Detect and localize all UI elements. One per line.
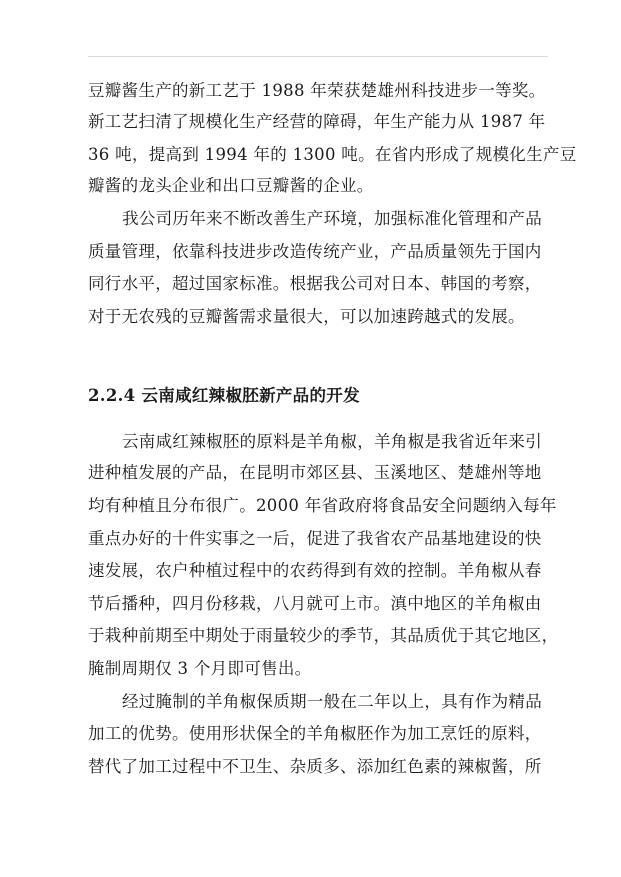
- paragraph-line: 36 吨，提高到 1994 年的 1300 吨。在省内形成了规模化生产豆: [88, 145, 577, 164]
- section-heading: 2.2.4 云南咸红辣椒胚新产品的开发: [88, 386, 360, 405]
- paragraph-line: 重点办好的十件实事之一后，促进了我省农产品基地建设的快: [88, 529, 542, 548]
- header-rule: [88, 56, 548, 57]
- paragraph-line: 替代了加工过程中不卫生、杂质多、添加红色素的辣椒酱，所: [88, 757, 542, 776]
- paragraph-line: 瓣酱的龙头企业和出口豆瓣酱的企业。: [88, 176, 374, 195]
- paragraph-line: 于栽种前期至中期处于雨量较少的季节，其品质优于其它地区，: [88, 626, 559, 645]
- paragraph-line: 我公司历年来不断改善生产环境，加强标准化管理和产品: [122, 209, 542, 228]
- paragraph-line: 腌制周期仅 3 个月即可售出。: [88, 659, 312, 678]
- paragraph-line: 加工的优势。使用形状保全的羊角椒胚作为加工烹饪的原料，: [88, 724, 542, 743]
- paragraph-line: 质量管理，依靠科技进步改造传统产业，产品质量领先于国内: [88, 242, 542, 261]
- paragraph-line: 均有种植且分布很广。2000 年省政府将食品安全问题纳入每年: [88, 496, 557, 515]
- paragraph-line: 对于无农残的豆瓣酱需求量很大，可以加速跨越式的发展。: [88, 307, 525, 326]
- paragraph-line: 进种植发展的产品，在昆明市郊区县、玉溪地区、楚雄州等地: [88, 463, 542, 482]
- paragraph-line: 节后播种，四月份移栽，八月就可上市。滇中地区的羊角椒由: [88, 594, 542, 613]
- paragraph-line: 新工艺扫清了规模化生产经营的障碍，年生产能力从 1987 年: [88, 112, 546, 131]
- paragraph-line: 同行水平，超过国家标准。根据我公司对日本、韩国的考察，: [88, 274, 542, 293]
- paragraph-line: 云南咸红辣椒胚的原料是羊角椒，羊角椒是我省近年来引: [122, 432, 542, 451]
- paragraph-line: 豆瓣酱生产的新工艺于 1988 年荣获楚雄州科技进步一等奖。: [88, 81, 546, 100]
- paragraph-line: 经过腌制的羊角椒保质期一般在二年以上，具有作为精品: [122, 692, 542, 711]
- paragraph-line: 速发展，农户种植过程中的农药得到有效的控制。羊角椒从春: [88, 561, 542, 580]
